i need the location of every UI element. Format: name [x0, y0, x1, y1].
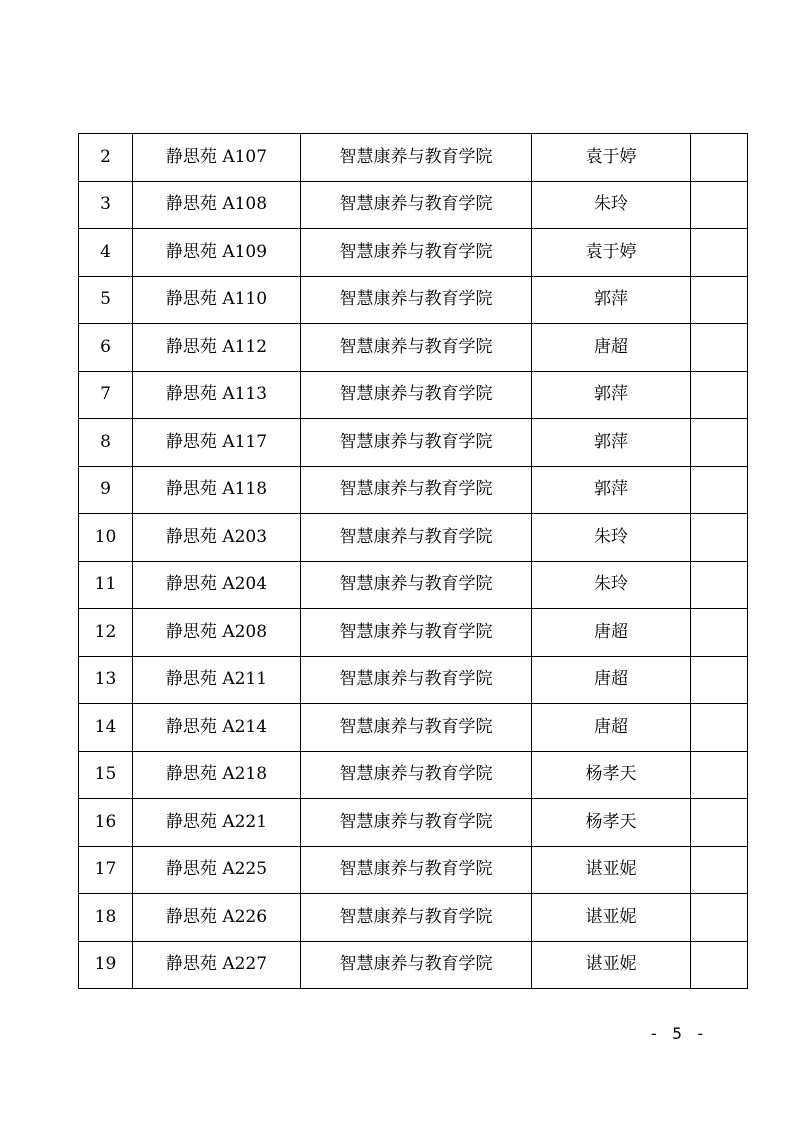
room-cell: 静思苑 A107 [133, 134, 301, 182]
table-row [79, 371, 748, 419]
room-cell: 静思苑 A118 [133, 466, 301, 514]
note-cell [691, 134, 748, 182]
table-row [79, 514, 748, 562]
table-row [79, 561, 748, 609]
row-number-cell: 9 [79, 466, 133, 514]
room-cell: 静思苑 A110 [133, 276, 301, 324]
college-cell: 智慧康养与教育学院 [301, 371, 532, 419]
room-cell: 静思苑 A108 [133, 181, 301, 229]
table-row [79, 751, 748, 799]
row-number-cell: 2 [79, 134, 133, 182]
row-number-cell: 15 [79, 751, 133, 799]
college-cell: 智慧康养与教育学院 [301, 846, 532, 894]
college-cell: 智慧康养与教育学院 [301, 799, 532, 847]
person-cell: 谌亚妮 [532, 846, 691, 894]
table-row [79, 799, 748, 847]
person-cell: 杨孝天 [532, 751, 691, 799]
college-cell: 智慧康养与教育学院 [301, 181, 532, 229]
person-cell: 唐超 [532, 704, 691, 752]
note-cell [691, 656, 748, 704]
person-cell: 郭萍 [532, 419, 691, 467]
row-number-cell: 11 [79, 561, 133, 609]
note-cell [691, 894, 748, 942]
room-cell: 静思苑 A203 [133, 514, 301, 562]
table-row [79, 704, 748, 752]
room-cell: 静思苑 A211 [133, 656, 301, 704]
room-cell: 静思苑 A225 [133, 846, 301, 894]
table-row [79, 276, 748, 324]
row-number-cell: 19 [79, 941, 133, 989]
room-cell: 静思苑 A204 [133, 561, 301, 609]
college-cell: 智慧康养与教育学院 [301, 134, 532, 182]
person-cell: 袁于婷 [532, 229, 691, 277]
row-number-cell: 13 [79, 656, 133, 704]
row-number-cell: 6 [79, 324, 133, 372]
room-cell: 静思苑 A218 [133, 751, 301, 799]
table-row [79, 419, 748, 467]
row-number-cell: 8 [79, 419, 133, 467]
table-row [79, 134, 748, 182]
table-row [79, 229, 748, 277]
row-number-cell: 16 [79, 799, 133, 847]
person-cell: 唐超 [532, 324, 691, 372]
college-cell: 智慧康养与教育学院 [301, 609, 532, 657]
room-cell: 静思苑 A214 [133, 704, 301, 752]
table-row [79, 846, 748, 894]
note-cell [691, 561, 748, 609]
college-cell: 智慧康养与教育学院 [301, 656, 532, 704]
person-cell: 唐超 [532, 656, 691, 704]
note-cell [691, 466, 748, 514]
note-cell [691, 799, 748, 847]
room-cell: 静思苑 A117 [133, 419, 301, 467]
room-cell: 静思苑 A221 [133, 799, 301, 847]
college-cell: 智慧康养与教育学院 [301, 561, 532, 609]
person-cell: 郭萍 [532, 371, 691, 419]
note-cell [691, 371, 748, 419]
row-number-cell: 3 [79, 181, 133, 229]
note-cell [691, 324, 748, 372]
college-cell: 智慧康养与教育学院 [301, 941, 532, 989]
table-row [79, 941, 748, 989]
college-cell: 智慧康养与教育学院 [301, 276, 532, 324]
row-number-cell: 17 [79, 846, 133, 894]
dormitory-table [78, 133, 748, 989]
person-cell: 唐超 [532, 609, 691, 657]
note-cell [691, 276, 748, 324]
row-number-cell: 4 [79, 229, 133, 277]
room-cell: 静思苑 A208 [133, 609, 301, 657]
table-row [79, 656, 748, 704]
person-cell: 郭萍 [532, 276, 691, 324]
room-cell: 静思苑 A227 [133, 941, 301, 989]
table-row [79, 609, 748, 657]
college-cell: 智慧康养与教育学院 [301, 229, 532, 277]
person-cell: 袁于婷 [532, 134, 691, 182]
table-row [79, 894, 748, 942]
note-cell [691, 751, 748, 799]
person-cell: 杨孝天 [532, 799, 691, 847]
room-cell: 静思苑 A109 [133, 229, 301, 277]
note-cell [691, 846, 748, 894]
table-body [79, 134, 748, 989]
person-cell: 谌亚妮 [532, 894, 691, 942]
row-number-cell: 5 [79, 276, 133, 324]
person-cell: 郭萍 [532, 466, 691, 514]
row-number-cell: 18 [79, 894, 133, 942]
college-cell: 智慧康养与教育学院 [301, 514, 532, 562]
row-number-cell: 10 [79, 514, 133, 562]
note-cell [691, 609, 748, 657]
room-cell: 静思苑 A113 [133, 371, 301, 419]
college-cell: 智慧康养与教育学院 [301, 466, 532, 514]
note-cell [691, 514, 748, 562]
note-cell [691, 941, 748, 989]
person-cell: 朱玲 [532, 561, 691, 609]
table-row [79, 466, 748, 514]
row-number-cell: 12 [79, 609, 133, 657]
room-cell: 静思苑 A226 [133, 894, 301, 942]
row-number-cell: 7 [79, 371, 133, 419]
note-cell [691, 704, 748, 752]
college-cell: 智慧康养与教育学院 [301, 324, 532, 372]
college-cell: 智慧康养与教育学院 [301, 751, 532, 799]
note-cell [691, 419, 748, 467]
page-number: - 5 - [649, 1024, 708, 1043]
room-cell: 静思苑 A112 [133, 324, 301, 372]
row-number-cell: 14 [79, 704, 133, 752]
college-cell: 智慧康养与教育学院 [301, 704, 532, 752]
college-cell: 智慧康养与教育学院 [301, 894, 532, 942]
person-cell: 朱玲 [532, 514, 691, 562]
note-cell [691, 229, 748, 277]
table-row [79, 181, 748, 229]
note-cell [691, 181, 748, 229]
person-cell: 谌亚妮 [532, 941, 691, 989]
person-cell: 朱玲 [532, 181, 691, 229]
table-row [79, 324, 748, 372]
college-cell: 智慧康养与教育学院 [301, 419, 532, 467]
